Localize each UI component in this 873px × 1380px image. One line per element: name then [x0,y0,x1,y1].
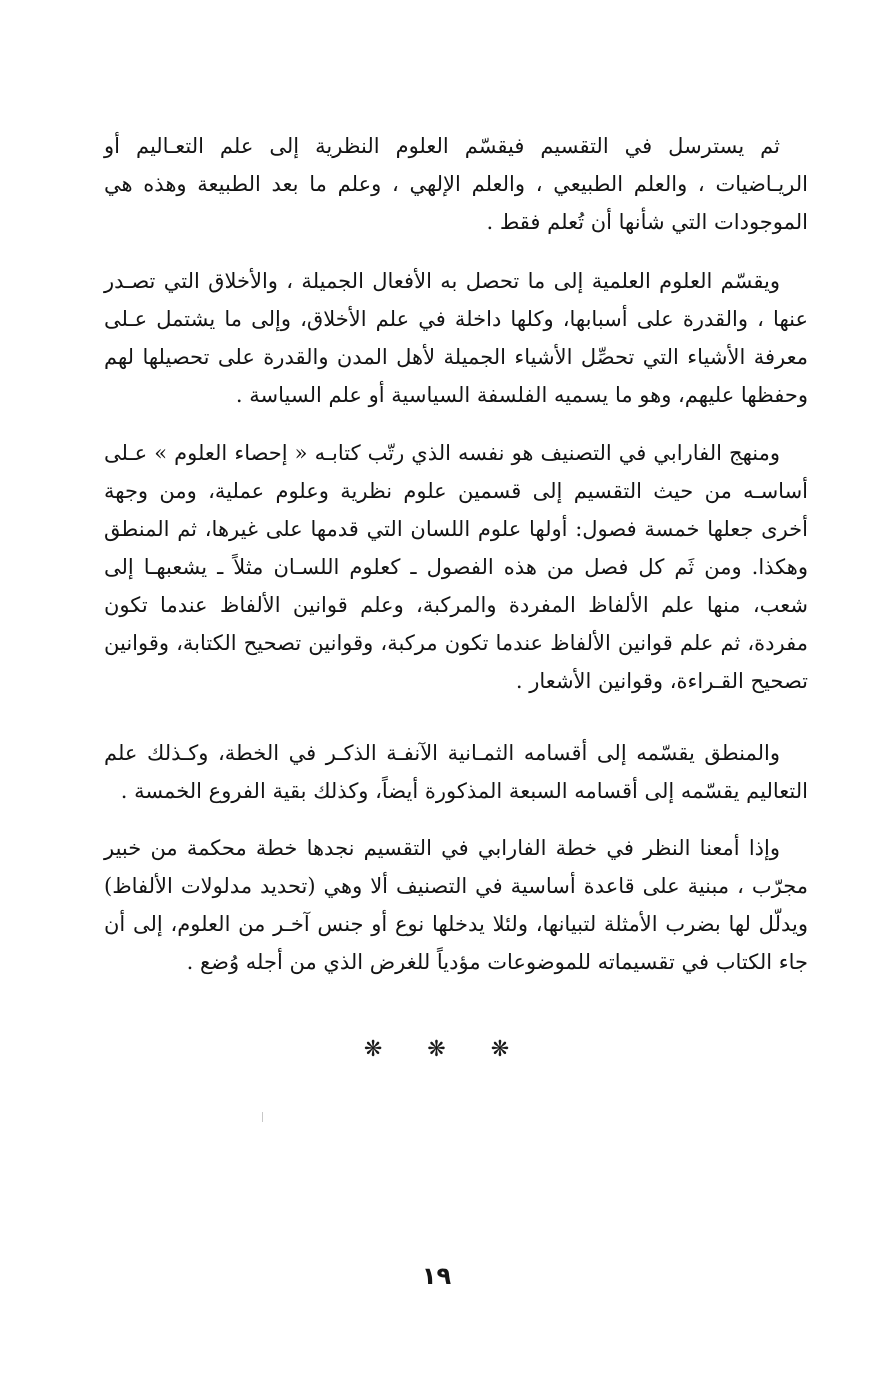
paragraph-text: وإذا أمعنا النظر في خطة الفارابي في التقسيم نجدها خطة محكمة من خبير مجرّب ، مبنية على قاعدة أساسية في التصنيف ألا وهي (تحديد مدلولات الألفاظ) ويدلّل لها بضرب الأمثلة لتبيانها، ولئلا يدخلها نوع أو جنس آخـر من العلوم، إلى أن جاء الكتاب في تقسيماته للموضوعات مؤدياً للغرض الذي من أجله وُضع . [104,836,808,974]
paragraph-classification-theoretical [104,127,808,241]
scan-mark [262,1112,263,1122]
asterisk-ornament-icon: ❋ [363,1037,383,1062]
paragraph-text: والمنطق يقسّمه إلى أقسامه الثمـانية الآنفـة الذكـر في الخطة، وكـذلك علم التعاليم يقسّمه إلى أقسامه السبعة المذكورة أيضاً، وكذلك بقية الفروع الخمسة . [104,741,808,803]
paragraph-text: ويقسّم العلوم العلمية إلى ما تحصل به الأفعال الجميلة ، والأخلاق التي تصـدر عنها ، والقدرة على أسبابها، وكلها داخلة في علم الأخلاق، وإلى ما يشتمل عـلى معرفة الأشياء التي تحصِّل الأشياء الجميلة لأهل المدن والقدرة على تحصيلها لهم وحفظها عليهم، وهو ما يسميه الفلسفة السياسية أو علم السياسة . [104,269,808,407]
paragraph-text: ومنهج الفارابي في التصنيف هو نفسه الذي رتّب كتابـه « إحصاء العلوم » عـلى أساسـه من حيث التقسيم إلى قسمين علوم نظرية وعلوم عملية، ومن وجهة أخرى جعلها خمسة فصول: أولها علوم اللسان التي قدمها على غيرها، ثم المنطق وهكذا. ومن ثَم كل فصل من هذه الفصول ـ كعلوم اللسـان مثلاً ـ يشعبهـا إلى شعب، منها علم الألفاظ المفردة والمركبة، وعلم قوانين الألفاظ عندما تكون مفردة، ثم علم قوانين الألفاظ عندما تكون مركبة، وقوانين تصحيح الكتابة، وقوانين تصحيح القـراءة، وقوانين الأشعار . [104,441,808,693]
paragraph-text: ثم يسترسل في التقسيم فيقسّم العلوم النظرية إلى علم التعـاليم أو الريـاضيات ، والعلم الطبيعي ، والعلم الإلهي ، وعلم ما بعد الطبيعة وهذه هي الموجودات التي شأنها أن تُعلم فقط . [104,134,808,234]
paragraph-plan-assessment [104,829,808,981]
paragraph-logic-division [104,734,808,810]
paragraph-farabi-method [104,434,808,700]
paragraph-classification-practical [104,262,808,414]
page-number: ١٩ [421,1262,452,1290]
asterisk-ornament-icon: ❋ [427,1037,446,1062]
asterisk-ornament-icon: ❋ [490,1037,510,1062]
section-divider [0,1037,873,1062]
